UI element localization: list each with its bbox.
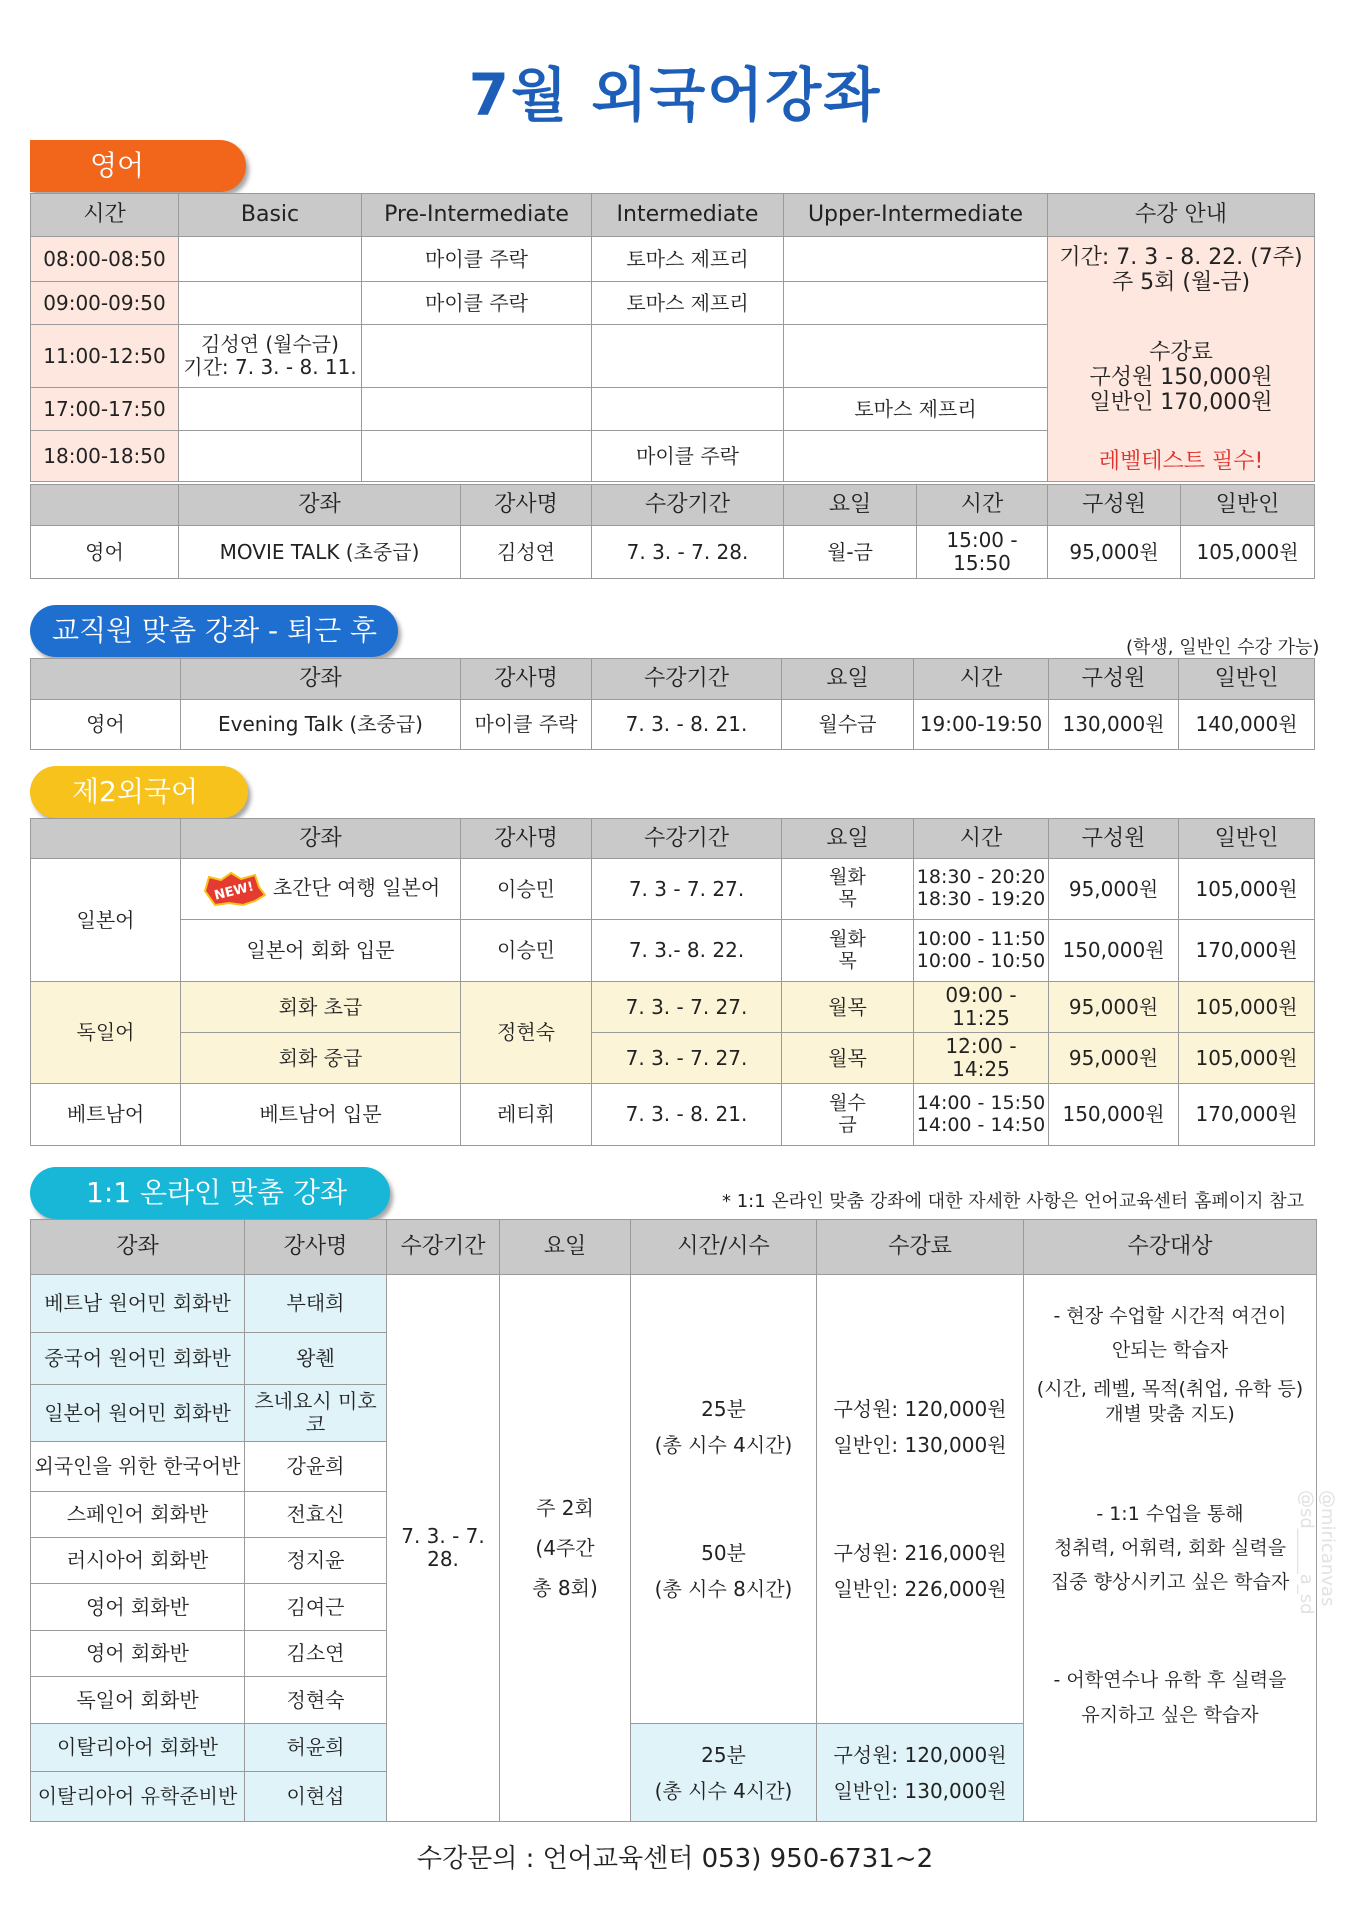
- teacher-cell: 마이클 주락: [461, 700, 592, 750]
- header-basic: Basic: [179, 194, 362, 237]
- member-fee-cell: 130,000원: [1049, 700, 1179, 750]
- header-days: 요일: [782, 819, 914, 859]
- days-cell: 월화 목: [782, 920, 914, 982]
- time-cell: 09:00 - 11:25: [914, 982, 1049, 1033]
- teacher-cell: 정현숙: [245, 1677, 387, 1724]
- section-english-label: 영어: [30, 140, 246, 192]
- header-course: 강좌: [181, 819, 461, 859]
- header-upper-intermediate: Upper-Intermediate: [784, 194, 1048, 237]
- section-staff-label: 교직원 맞춤 강좌 - 퇴근 후: [30, 605, 398, 657]
- period-cell: 7. 3. - 7. 27.: [592, 1033, 782, 1084]
- time-cell: 19:00-19:50: [914, 700, 1049, 750]
- course-cell: NEW! 초간단 여행 일본어: [181, 859, 461, 920]
- header-empty: [31, 485, 179, 526]
- contact-footer: 수강문의 : 언어교육센터 053) 950-6731~2: [416, 1844, 934, 1874]
- header-period: 수강기간: [592, 819, 782, 859]
- schedule-cell: 마이클 주락: [362, 237, 592, 282]
- teacher-cell: 츠네요시 미호코: [245, 1385, 387, 1442]
- member-fee-cell: 95,000원: [1049, 859, 1179, 920]
- staff-course-table: [30, 658, 1315, 750]
- course-cell: 회화 중급: [181, 1033, 461, 1084]
- schedule-cell: [362, 388, 592, 431]
- header-course: 강좌: [31, 1220, 245, 1275]
- header-member-fee: 구성원: [1049, 819, 1179, 859]
- schedule-cell: [784, 325, 1048, 388]
- time-slot: 09:00-09:50: [31, 282, 179, 325]
- schedule-cell: [592, 325, 784, 388]
- table-row: [31, 1275, 1317, 1333]
- section-online-label: 1:1 온라인 맞춤 강좌: [30, 1167, 390, 1219]
- course-cell: MOVIE TALK (초중급): [179, 526, 461, 579]
- member-fee-cell: 95,000원: [1049, 1033, 1179, 1084]
- schedule-cell: 마이클 주락: [362, 282, 592, 325]
- header-general-fee: 일반인: [1181, 485, 1315, 526]
- teacher-cell: 부태희: [245, 1275, 387, 1333]
- days-cell: 월목: [782, 1033, 914, 1084]
- general-fee-cell: 170,000원: [1179, 1084, 1315, 1146]
- header-period: 수강기간: [592, 659, 782, 700]
- header-empty: [31, 659, 181, 700]
- header-time: 시간: [914, 819, 1049, 859]
- period-cell: 7. 3. - 7. 28.: [387, 1275, 500, 1822]
- time-slot: 17:00-17:50: [31, 388, 179, 431]
- english-schedule-table: [30, 193, 1315, 482]
- schedule-cell: [784, 282, 1048, 325]
- section-second-language-label: 제2외국어: [30, 766, 248, 818]
- time-cell: 15:00 - 15:50: [917, 526, 1048, 579]
- days-cell: 월-금: [784, 526, 917, 579]
- course-cell: 영어 회화반: [31, 1631, 245, 1677]
- online-course-table: [30, 1219, 1317, 1822]
- english-special-table: [30, 484, 1315, 579]
- schedule-cell: [784, 431, 1048, 482]
- period-cell: 7. 3. - 7. 27.: [592, 982, 782, 1033]
- table-row: [31, 526, 1315, 579]
- online-note: * 1:1 온라인 맞춤 강좌에 대한 자세한 사항은 언어교육센터 홈페이지 참고: [722, 1191, 1305, 1212]
- header-member-fee: 구성원: [1048, 485, 1181, 526]
- table-row: [31, 982, 1315, 1033]
- header-time: 시간: [914, 659, 1049, 700]
- teacher-cell: 김성연: [461, 526, 592, 579]
- teacher-cell: 왕췐: [245, 1333, 387, 1385]
- teacher-cell: 강윤희: [245, 1442, 387, 1492]
- header-period: 수강기간: [387, 1220, 500, 1275]
- schedule-cell: 토마스 제프리: [784, 388, 1048, 431]
- language-cell: 영어: [31, 526, 179, 579]
- header-teacher: 강사명: [461, 819, 592, 859]
- days-cell: 월수금: [782, 700, 914, 750]
- header-days: 요일: [784, 485, 917, 526]
- header-course: 강좌: [179, 485, 461, 526]
- general-fee-cell: 105,000원: [1181, 526, 1315, 579]
- header-teacher: 강사명: [245, 1220, 387, 1275]
- period-cell: 7. 3 - 7. 27.: [592, 859, 782, 920]
- table-row: [31, 859, 1315, 920]
- teacher-cell: 정지윤: [245, 1538, 387, 1584]
- course-cell: 일본어 회화 입문: [181, 920, 461, 982]
- teacher-cell: 김여근: [245, 1584, 387, 1631]
- teacher-cell: 허윤희: [245, 1724, 387, 1772]
- teacher-cell: 이승민: [461, 920, 592, 982]
- header-target: 수강대상: [1024, 1220, 1317, 1275]
- header-fee: 수강료: [817, 1220, 1024, 1275]
- schedule-cell: [362, 431, 592, 482]
- schedule-cell: [179, 237, 362, 282]
- header-intermediate: Intermediate: [592, 194, 784, 237]
- header-period: 수강기간: [592, 485, 784, 526]
- days-cell: 주 2회 (4주간 총 8회): [500, 1275, 631, 1822]
- target-cell: - 현장 수업할 시간적 여건이 안되는 학습자 (시간, 레벨, 목적(취업, 유학 등) 개별 맞춤 지도) - 1:1 수업을 통해 청취력, 어휘력, 회화 실력을 집중 향상시키고 싶은 학습자 - 어학연수나 유학 후 실력을 유지하고 싶은 학습자: [1024, 1275, 1317, 1822]
- schedule-cell: 토마스 제프리: [592, 282, 784, 325]
- header-general-fee: 일반인: [1179, 819, 1315, 859]
- header-time: 시간: [917, 485, 1048, 526]
- period-cell: 7. 3. - 7. 28.: [592, 526, 784, 579]
- course-cell: 회화 초급: [181, 982, 461, 1033]
- schedule-cell: 김성연 (월수금) 기간: 7. 3. - 8. 11.: [179, 325, 362, 388]
- time-hours-cell: 25분 (총 시수 4시간) 50분 (총 시수 8시간): [631, 1275, 817, 1724]
- header-time: 시간: [31, 194, 179, 237]
- course-cell: 베트남어 입문: [181, 1084, 461, 1146]
- second-language-table: [30, 818, 1315, 1146]
- language-cell: 베트남어: [31, 1084, 181, 1146]
- schedule-cell: 토마스 제프리: [592, 237, 784, 282]
- teacher-cell: 이현섭: [245, 1772, 387, 1822]
- course-cell: 독일어 회화반: [31, 1677, 245, 1724]
- language-cell: 독일어: [31, 982, 181, 1084]
- header-info: 수강 안내: [1048, 194, 1315, 237]
- schedule-cell: [784, 237, 1048, 282]
- header-course: 강좌: [181, 659, 461, 700]
- days-cell: 월목: [782, 982, 914, 1033]
- general-fee-cell: 105,000원: [1179, 982, 1315, 1033]
- header-general-fee: 일반인: [1179, 659, 1315, 700]
- time-slot: 18:00-18:50: [31, 431, 179, 482]
- header-empty: [31, 819, 181, 859]
- table-row: [31, 1033, 1315, 1084]
- course-cell: 스페인어 회화반: [31, 1492, 245, 1538]
- header-teacher: 강사명: [461, 659, 592, 700]
- time-cell: 18:30 - 20:20 18:30 - 19:20: [914, 859, 1049, 920]
- schedule-cell: [179, 388, 362, 431]
- time-slot: 11:00-12:50: [31, 325, 179, 388]
- table-row: [31, 1084, 1315, 1146]
- table-row: [31, 920, 1315, 982]
- general-fee-cell: 105,000원: [1179, 1033, 1315, 1084]
- course-cell: 이탈리아어 유학준비반: [31, 1772, 245, 1822]
- course-cell: 이탈리아어 회화반: [31, 1724, 245, 1772]
- period-cell: 7. 3. - 8. 21.: [592, 1084, 782, 1146]
- time-slot: 08:00-08:50: [31, 237, 179, 282]
- member-fee-cell: 95,000원: [1049, 982, 1179, 1033]
- time-cell: 10:00 - 11:50 10:00 - 10:50: [914, 920, 1049, 982]
- language-cell: 영어: [31, 700, 181, 750]
- teacher-cell: 전효신: [245, 1492, 387, 1538]
- staff-note: (학생, 일반인 수강 가능): [1126, 637, 1320, 658]
- course-cell: 베트남 원어민 회화반: [31, 1275, 245, 1333]
- new-badge-icon: [201, 871, 267, 907]
- table-row: [31, 700, 1315, 750]
- member-fee-cell: 150,000원: [1049, 1084, 1179, 1146]
- header-time-hours: 시간/시수: [631, 1220, 817, 1275]
- watermark: @miricanvas @sd_____a_sd: [1296, 1490, 1338, 1615]
- member-fee-cell: 95,000원: [1048, 526, 1181, 579]
- teacher-cell: 이승민: [461, 859, 592, 920]
- schedule-cell: [179, 282, 362, 325]
- schedule-cell: 마이클 주락: [592, 431, 784, 482]
- svg-text:NEW!: NEW!: [212, 879, 256, 904]
- fee-cell: 구성원: 120,000원 일반인: 130,000원: [817, 1724, 1024, 1822]
- level-test-notice: 레벨테스트 필수!: [1098, 449, 1264, 475]
- course-cell: 러시아어 회화반: [31, 1538, 245, 1584]
- course-cell: 영어 회화반: [31, 1584, 245, 1631]
- course-cell: 일본어 원어민 회화반: [31, 1385, 245, 1442]
- fee-cell: 구성원: 120,000원 일반인: 130,000원 구성원: 216,000원 일반인: 226,000원: [817, 1275, 1024, 1724]
- page-title: 7월 외국어강좌: [468, 61, 882, 129]
- language-cell: 일본어: [31, 859, 181, 982]
- schedule-cell: [179, 431, 362, 482]
- header-member-fee: 구성원: [1049, 659, 1179, 700]
- time-hours-cell: 25분 (총 시수 4시간): [631, 1724, 817, 1822]
- teacher-cell: 레티휘: [461, 1084, 592, 1146]
- period-cell: 7. 3. - 8. 21.: [592, 700, 782, 750]
- course-cell: 외국인을 위한 한국어반: [31, 1442, 245, 1492]
- time-cell: 14:00 - 15:50 14:00 - 14:50: [914, 1084, 1049, 1146]
- teacher-cell: 김소연: [245, 1631, 387, 1677]
- time-cell: 12:00 - 14:25: [914, 1033, 1049, 1084]
- general-fee-cell: 170,000원: [1179, 920, 1315, 982]
- period-cell: 7. 3.- 8. 22.: [592, 920, 782, 982]
- days-cell: 월수 금: [782, 1084, 914, 1146]
- general-fee-cell: 105,000원: [1179, 859, 1315, 920]
- schedule-cell: [592, 388, 784, 431]
- teacher-cell: 정현숙: [461, 982, 592, 1084]
- course-info-cell: 기간: 7. 3 - 8. 22. (7주) 주 5회 (월-금) 수강료 구성원 150,000원 일반인 170,000원 레벨테스트 필수!: [1048, 237, 1315, 482]
- general-fee-cell: 140,000원: [1179, 700, 1315, 750]
- member-fee-cell: 150,000원: [1049, 920, 1179, 982]
- schedule-cell: [362, 325, 592, 388]
- header-days: 요일: [782, 659, 914, 700]
- header-teacher: 강사명: [461, 485, 592, 526]
- course-cell: Evening Talk (초중급): [181, 700, 461, 750]
- days-cell: 월화 목: [782, 859, 914, 920]
- header-days: 요일: [500, 1220, 631, 1275]
- header-pre-intermediate: Pre-Intermediate: [362, 194, 592, 237]
- course-cell: 중국어 원어민 회화반: [31, 1333, 245, 1385]
